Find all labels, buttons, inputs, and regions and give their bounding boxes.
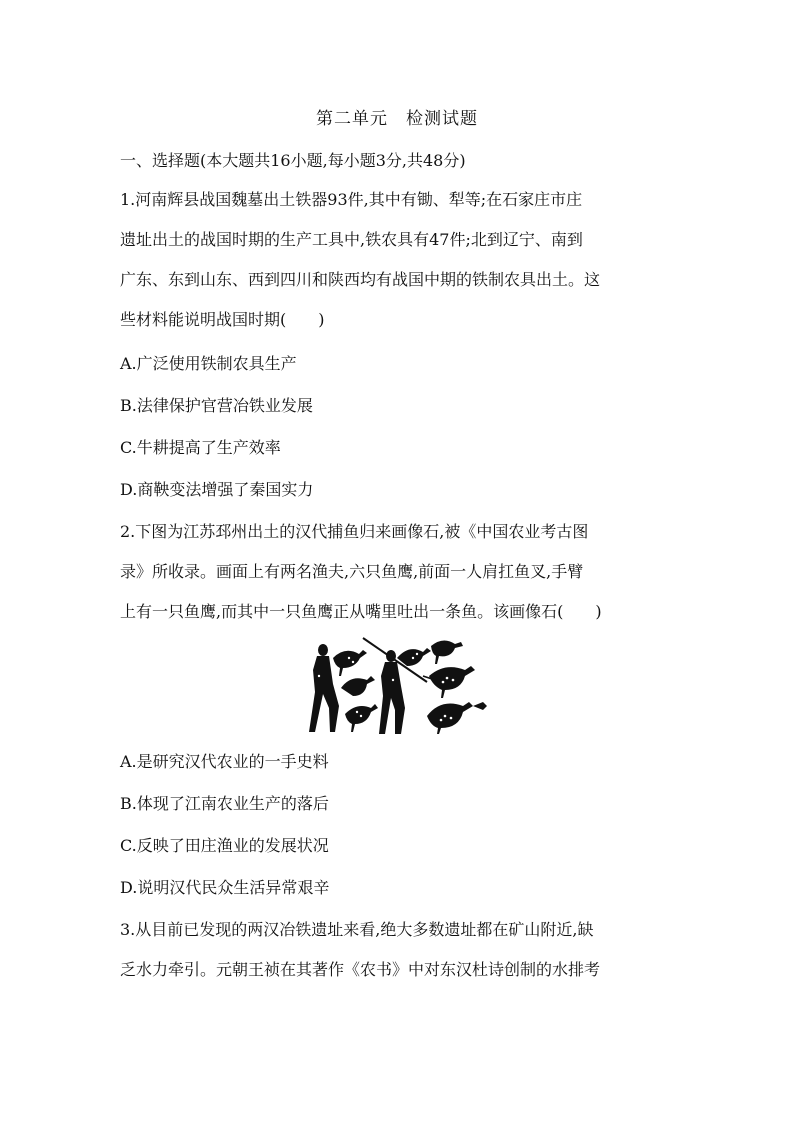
q1-option-a[interactable]: A.广泛使用铁制农具生产: [120, 354, 297, 373]
q1-option-b[interactable]: B.法律保护官营冶铁业发展: [120, 396, 313, 415]
q1-option-d[interactable]: D.商鞅变法增强了秦国实力: [120, 480, 314, 499]
q3-line-1: 3.从目前已发现的两汉冶铁遗址来看,绝大多数遗址都在矿山附近,缺: [120, 920, 594, 939]
q2-option-c[interactable]: C.反映了田庄渔业的发展状况: [120, 836, 329, 855]
q1-line-4: 些材料能说明战国时期( ): [120, 310, 325, 329]
q2-option-a[interactable]: A.是研究汉代农业的一手史料: [120, 752, 329, 771]
q1-line-3: 广东、东到山东、西到四川和陕西均有战国中期的铁制农具出土。这: [120, 270, 601, 289]
q1-option-c[interactable]: C.牛耕提高了生产效率: [120, 438, 281, 457]
han-stone-relief-image: [305, 636, 495, 736]
q3-line-2: 乏水力牵引。元朝王祯在其著作《农书》中对东汉杜诗创制的水排考: [120, 960, 601, 979]
question-2: [120, 512, 680, 632]
q2-line-2: 录》所收录。画面上有两名渔夫,六只鱼鹰,前面一人肩扛鱼叉,手臂: [120, 562, 584, 581]
question-3: [120, 910, 680, 990]
fishing-relief-icon: [305, 636, 495, 736]
question-1: [120, 180, 680, 510]
q1-line-2: 遗址出土的战国时期的生产工具中,铁农具有47件;北到辽宁、南到: [120, 230, 583, 249]
q2-line-3: 上有一只鱼鹰,而其中一只鱼鹰正从嘴里吐出一条鱼。该画像石( ): [120, 602, 602, 621]
section-header: 一、选择题(本大题共16小题,每小题3分,共48分): [120, 151, 466, 170]
page-title: 第二单元 检测试题: [316, 109, 478, 129]
q2-option-d[interactable]: D.说明汉代民众生活异常艰辛: [120, 878, 330, 897]
q2-line-1: 2.下图为江苏邳州出土的汉代捕鱼归来画像石,被《中国农业考古图: [120, 522, 589, 541]
question-2-options: [120, 742, 680, 908]
q2-option-b[interactable]: B.体现了江南农业生产的落后: [120, 794, 329, 813]
q1-line-1: 1.河南辉县战国魏墓出土铁器93件,其中有锄、犁等;在石家庄市庄: [120, 190, 583, 209]
